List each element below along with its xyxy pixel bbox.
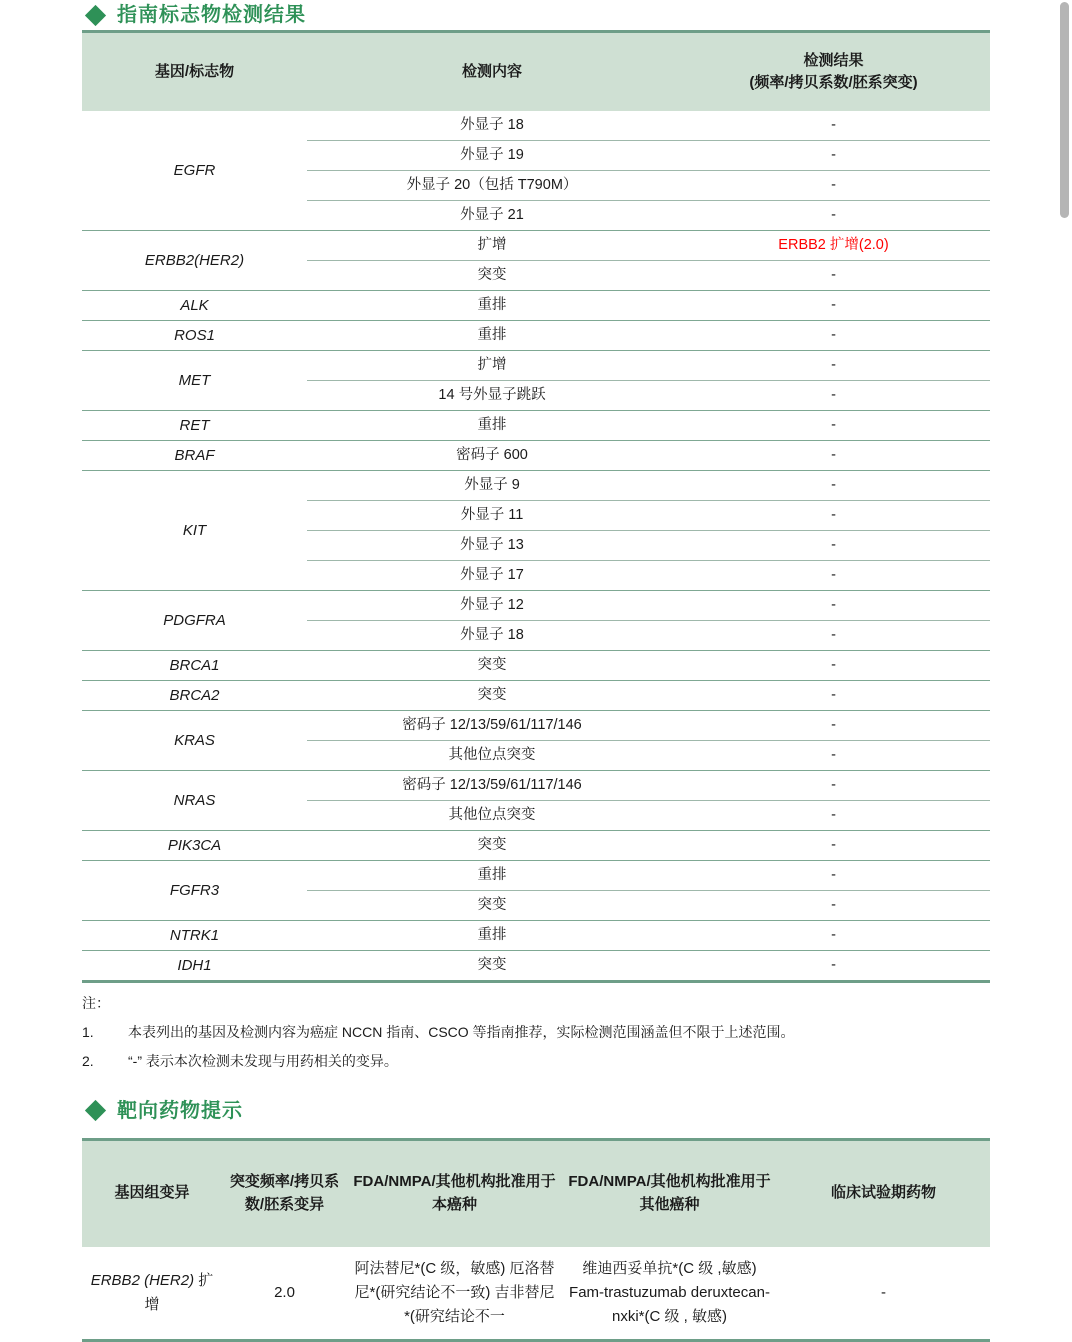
diamond-icon <box>85 1100 106 1121</box>
col-header-approved-this: FDA/NMPA/其他机构批准用于本癌种 <box>347 1139 562 1247</box>
cell-result: - <box>677 801 990 831</box>
targeted-drugs-table <box>82 1138 990 1342</box>
cell-gene: RET <box>82 411 307 441</box>
cell-result: - <box>677 111 990 141</box>
cell-detection-content: 其他位点突变 <box>307 801 677 831</box>
table-row <box>82 441 990 471</box>
section-title-drugs: 靶向药物提示 <box>117 1099 243 1122</box>
cell-result: - <box>677 141 990 171</box>
cell-gene: BRAF <box>82 441 307 471</box>
table-row <box>82 771 990 801</box>
cell-gene: EGFR <box>82 111 307 231</box>
cell-detection-content: 密码子 12/13/59/61/117/146 <box>307 771 677 801</box>
table-row <box>82 321 990 351</box>
cell-gene: KIT <box>82 471 307 591</box>
cell-result: - <box>677 261 990 291</box>
cell-approved-this-cancer: 阿法替尼*(C 级，敏感) 厄洛替尼*(研究结论不一致) 吉非替尼*(研究结论不一 <box>354 1259 555 1326</box>
cell-detection-content: 重排 <box>307 411 677 441</box>
markers-table-body <box>82 111 990 982</box>
table-row <box>82 231 990 261</box>
cell-result: - <box>677 321 990 351</box>
cell-detection-content: 外显子 12 <box>307 591 677 621</box>
col-header-frequency: 突变频率/拷贝系数/胚系变异 <box>222 1139 347 1247</box>
cell-result: - <box>677 681 990 711</box>
cell-detection-content: 突变 <box>477 957 507 974</box>
vertical-scrollbar[interactable] <box>1055 0 1072 1336</box>
notes-list <box>82 1022 990 1072</box>
cell-detection-content: 密码子 12/13/59/61/117/146 <box>307 711 677 741</box>
cell-result: - <box>677 711 990 741</box>
cell-result: - <box>677 351 990 381</box>
cell-result: - <box>677 561 990 591</box>
cell-detection-content: 外显子 18 <box>307 111 677 141</box>
table-row <box>82 861 990 891</box>
table-row <box>82 471 990 501</box>
guideline-markers-table <box>82 30 990 983</box>
note-number: 1. <box>82 1024 94 1040</box>
cell-gene: ALK <box>82 291 307 321</box>
table-row <box>82 591 990 621</box>
cell-result: - <box>677 441 990 471</box>
cell-gene: FGFR3 <box>82 861 307 921</box>
table-row <box>82 111 990 141</box>
cell-result: - <box>677 171 990 201</box>
table-row <box>82 711 990 741</box>
section-header-markers <box>0 0 1072 30</box>
notes-block <box>82 983 990 1072</box>
cell-gene: KRAS <box>82 711 307 771</box>
cell-gene: BRCA2 <box>82 681 307 711</box>
cell-gene: PDGFRA <box>82 591 307 651</box>
cell-gene: PIK3CA <box>82 831 307 861</box>
note-item <box>82 1051 990 1071</box>
cell-gene: BRCA1 <box>82 651 307 681</box>
cell-result: - <box>677 291 990 321</box>
col-header-result <box>677 32 990 112</box>
note-text: “-” 表示本次检测未发现与用药相关的变异。 <box>128 1053 398 1070</box>
col-header-content: 检测内容 <box>307 32 677 112</box>
cell-detection-content: 外显子 20（包括 T790M） <box>307 171 677 201</box>
col-header-variant: 基因组变异 <box>82 1139 222 1247</box>
cell-detection-content: 突变 <box>307 651 677 681</box>
cell-gene: MET <box>82 351 307 411</box>
col-header-result-line1: 检测结果 <box>803 51 864 69</box>
cell-clinical-trial: - <box>881 1283 886 1301</box>
table-row <box>82 291 990 321</box>
cell-genomic-variant: ERBB2 (HER2) 扩增 <box>90 1271 214 1314</box>
cell-result: - <box>677 921 990 951</box>
section-title-markers: 指南标志物检测结果 <box>117 4 306 26</box>
cell-detection-content: 突变 <box>307 681 677 711</box>
table-row <box>82 651 990 681</box>
note-text: 本表列出的基因及检测内容为癌症 NCCN 指南、CSCO 等指南推荐，实际检测范围涵盖但不限于上述范围。 <box>128 1024 795 1040</box>
cell-result: - <box>677 621 990 651</box>
cell-result: - <box>677 471 990 501</box>
table-row <box>82 951 990 982</box>
cell-detection-content: 重排 <box>307 921 677 951</box>
cell-detection-content: 外显子 11 <box>307 501 677 531</box>
table-row <box>82 831 990 861</box>
cell-detection-content: 扩增 <box>307 351 677 381</box>
cell-approved-other-cancer: 维迪西妥单抗*(C 级 ,敏感) Fam-trastuzumab deruxtecan-nxki*(C 级 , 敏感) <box>569 1259 770 1326</box>
cell-result: - <box>677 531 990 561</box>
cell-result: - <box>677 831 990 861</box>
col-header-gene: 基因/标志物 <box>82 32 307 112</box>
table-row <box>82 411 990 441</box>
cell-detection-content: 突变 <box>307 891 677 921</box>
cell-result: - <box>677 651 990 681</box>
table-row <box>82 351 990 381</box>
variant-suffix: 扩增 <box>144 1271 214 1314</box>
cell-result-positive: ERBB2 扩增(2.0) <box>677 231 990 261</box>
cell-detection-content: 其他位点突变 <box>307 741 677 771</box>
cell-result: - <box>677 771 990 801</box>
diamond-icon <box>85 4 106 25</box>
cell-detection-content: 密码子 600 <box>307 441 677 471</box>
cell-detection-content: 突变 <box>307 261 677 291</box>
cell-detection-content: 重排 <box>307 321 677 351</box>
cell-result: - <box>677 741 990 771</box>
cell-result: - <box>677 381 990 411</box>
cell-result: - <box>677 591 990 621</box>
cell-detection-content: 突变 <box>307 831 677 861</box>
cell-detection-content: 外显子 17 <box>307 561 677 591</box>
notes-heading: 注： <box>82 995 110 1011</box>
col-header-approved-other: FDA/NMPA/其他机构批准用于其他癌种 <box>562 1139 777 1247</box>
table-row <box>82 1247 990 1341</box>
note-item <box>82 1022 990 1042</box>
cell-gene: NRAS <box>82 771 307 831</box>
table-row <box>82 681 990 711</box>
cell-detection-content: 14 号外显子跳跃 <box>307 381 677 411</box>
cell-gene: ERBB2(HER2) <box>82 231 307 291</box>
cell-result: - <box>677 201 990 231</box>
cell-detection-content: 扩增 <box>307 231 677 261</box>
table-row <box>82 921 990 951</box>
cell-detection-content: 外显子 13 <box>307 531 677 561</box>
cell-result: - <box>677 501 990 531</box>
cell-result: - <box>677 891 990 921</box>
note-number: 2. <box>82 1053 94 1070</box>
cell-result: - <box>831 957 836 974</box>
drugs-table-body <box>82 1247 990 1341</box>
col-header-result-line2: (频率/拷贝系数/胚系突变) <box>749 74 918 91</box>
cell-result: - <box>677 861 990 891</box>
col-header-clinical-trial: 临床试验期药物 <box>777 1139 990 1247</box>
cell-frequency: 2.0 <box>274 1283 295 1301</box>
cell-result: - <box>677 411 990 441</box>
table-header-row <box>82 1139 990 1247</box>
table-header-row <box>82 32 990 112</box>
cell-detection-content: 外显子 18 <box>307 621 677 651</box>
cell-gene: IDH1 <box>177 956 212 974</box>
cell-detection-content: 外显子 21 <box>307 201 677 231</box>
cell-detection-content: 重排 <box>307 291 677 321</box>
scrollbar-thumb[interactable] <box>1060 2 1069 218</box>
cell-gene: NTRK1 <box>82 921 307 951</box>
cell-gene: ROS1 <box>82 321 307 351</box>
cell-detection-content: 外显子 9 <box>307 471 677 501</box>
cell-detection-content: 重排 <box>307 861 677 891</box>
section-header-drugs <box>0 1096 1072 1126</box>
cell-detection-content: 外显子 19 <box>307 141 677 171</box>
